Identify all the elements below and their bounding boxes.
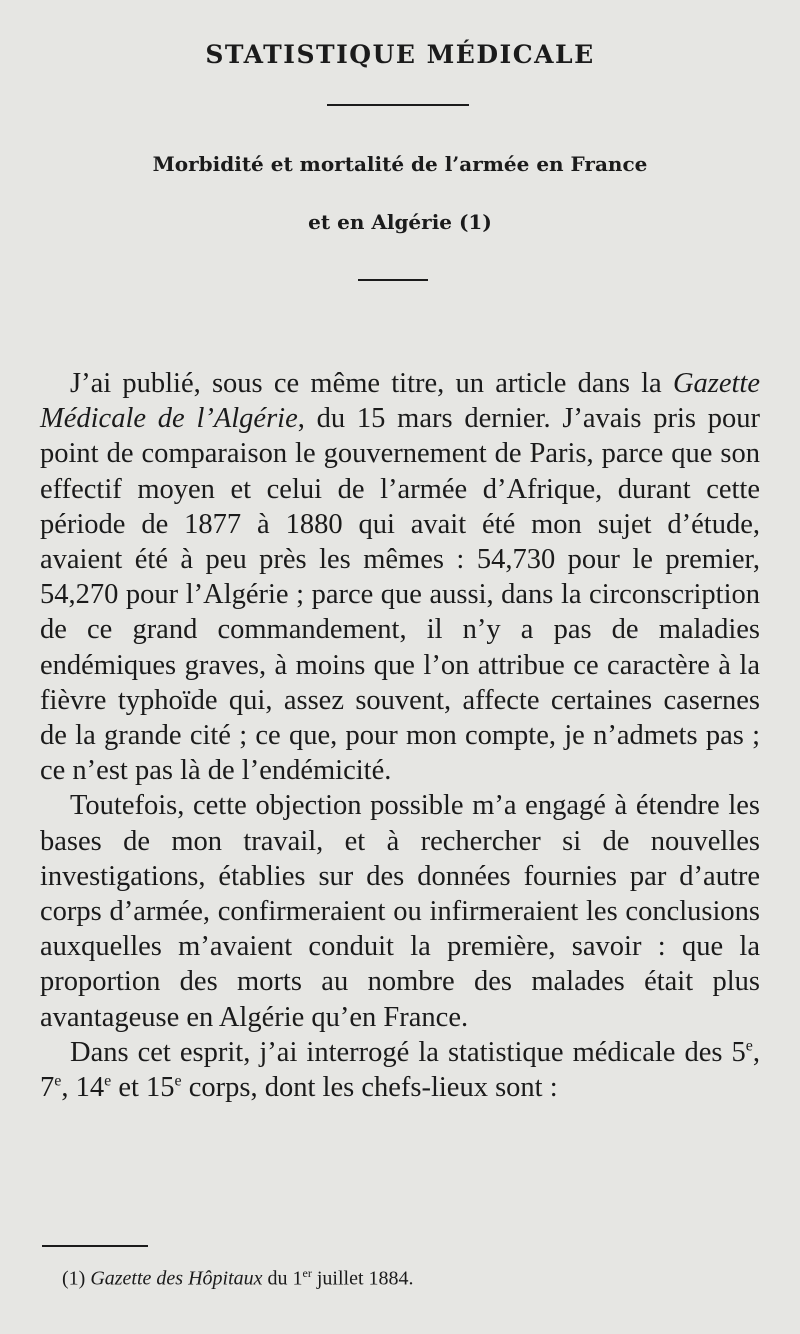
- ordinal-sup-4: e: [174, 1072, 182, 1090]
- footnote-text-a: du 1: [262, 1267, 303, 1290]
- footnote-rule: [42, 1245, 148, 1247]
- paragraph-3-part-a: Dans cet esprit, j’ai interrogé la statistique médicale des 5: [70, 1036, 746, 1068]
- paragraph-3-part-e: corps, dont les chefs-lieux sont :: [181, 1072, 558, 1104]
- footnote-text-b: juillet 1884.: [311, 1267, 414, 1290]
- footnote-marker: (1): [62, 1267, 91, 1290]
- paragraph-2: Toutefois, cette objection possible m’a engagé à étendre les bases de mon travail, et à rechercher si de nouvelles investigations, établies sur des données fournies par d’autre corps d’armée, confirmeraient ou infirmeraient les conclusions auxquelles m’avaient conduit la première, savoir : que la proportion des morts au nombre des malades était plus avantageuse en Algérie qu’en France.: [40, 790, 760, 1033]
- article-subtitle-line2: et en Algérie (1): [308, 210, 492, 234]
- paragraph-3-part-d: et 15: [111, 1072, 175, 1104]
- footnote-journal: Gazette des Hôpitaux: [90, 1267, 263, 1290]
- paragraph-3: [40, 1035, 760, 1105]
- page-title: STATISTIQUE MÉDICALE: [205, 40, 595, 69]
- ordinal-sup-2: e: [54, 1072, 62, 1090]
- article-body: [40, 366, 760, 1105]
- paragraph-3-part-b: , 7: [40, 1036, 760, 1104]
- paragraph-1: [40, 366, 760, 788]
- ordinal-sup-3: e: [104, 1072, 112, 1090]
- footnote-sup: er: [302, 1266, 312, 1280]
- paragraph-1-start: J’ai publié, sous ce même titre, un article dans la: [70, 368, 673, 399]
- footnote: [62, 1266, 414, 1291]
- paragraph-3-part-c: , 14: [61, 1072, 105, 1104]
- ordinal-sup-1: e: [745, 1037, 753, 1055]
- subtitle-rule: [358, 279, 428, 281]
- paragraph-1-end: , du 15 mars dernier. J’avais pris pour point de comparaison le gouvernement de Paris, parce que son effectif moyen et celui de l’armée d’Afrique, durant cette période de 1877 à 1880 qui avait été mon sujet d’étude, avaient été à peu près les mêmes : 54,730 pour le premier, 54,270 pour l’Algérie ; parce que aussi, dans la circonscription de ce grand commandement, il n’y a pas de maladies endémiques graves, à moins que l’on attribue ce caractère à la fièvre typhoïde qui, assez souvent, affecte certaines casernes de la grande cité ; ce que, pour mon compte, je n’admets pas ; ce n’est pas là de l’endémicité.: [40, 403, 760, 787]
- article-subtitle-line1: Morbidité et mortalité de l’armée en France: [152, 152, 648, 176]
- title-rule: [327, 104, 469, 106]
- journal-title: Gazette Médicale de l’Algérie: [40, 368, 760, 435]
